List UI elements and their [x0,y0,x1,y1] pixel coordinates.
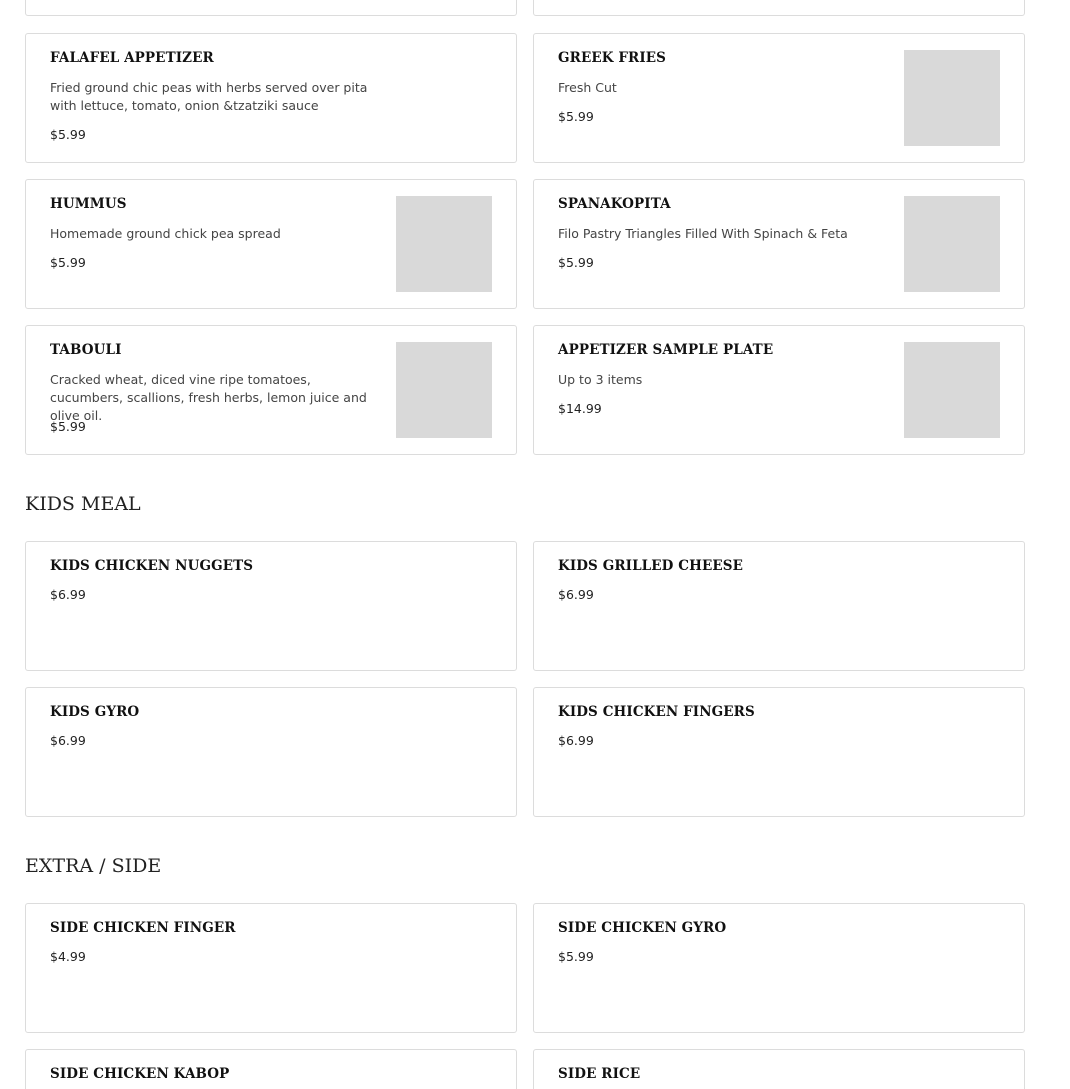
menu-item-description: Filo Pastry Triangles Filled With Spinach & Feta [558,226,848,241]
menu-item-price: $5.99 [558,255,594,270]
menu-item-card[interactable] [533,325,1025,455]
menu-item-name: FALAFEL APPETIZER [50,50,214,66]
menu-item-card[interactable] [25,179,517,309]
menu-item-price: $5.99 [50,127,86,142]
menu-item-name: KIDS GRILLED CHEESE [558,558,743,574]
menu-item-price: $6.99 [558,733,594,748]
menu-item-price: $5.99 [50,419,86,434]
menu-item-description: Up to 3 items [558,372,643,387]
menu-item-card[interactable] [533,541,1025,671]
menu-item-name: KIDS GYRO [50,704,140,720]
menu-item-name: HUMMUS [50,196,127,212]
menu-item-name: KIDS CHICKEN NUGGETS [50,558,254,574]
menu-item-name: SIDE CHICKEN KABOP [50,1066,230,1082]
menu-item-description: Fresh Cut [558,80,617,95]
menu-item-description: Cracked wheat, diced vine ripe tomatoes, cucumbers, scallions, fresh herbs, lemon juice and olive oil. [50,372,367,423]
menu-item-name: APPETIZER SAMPLE PLATE [558,342,774,358]
menu-item-card[interactable] [25,33,517,163]
menu-item-card[interactable] [533,1049,1025,1089]
menu-item-name: SPANAKOPITA [558,196,671,212]
menu-item-description: Homemade ground chick pea spread [50,226,281,241]
menu-item-price: $6.99 [50,587,86,602]
menu-item-price: $5.99 [50,255,86,270]
section-title-extra-side: EXTRA / SIDE [25,855,162,877]
menu-item-card[interactable] [533,0,1025,16]
menu-item-card[interactable] [533,179,1025,309]
menu-item-card[interactable] [25,541,517,671]
menu-item-name: TABOULI [50,342,122,358]
menu-item-card[interactable] [533,903,1025,1033]
menu-item-card[interactable] [25,0,517,16]
menu-item-price: $6.99 [558,587,594,602]
menu-item-card[interactable] [25,325,517,455]
menu-item-price: $5.99 [558,109,594,124]
menu-item-image-placeholder [904,50,1000,146]
menu-item-card[interactable] [25,687,517,817]
menu-item-image-placeholder [904,196,1000,292]
menu-item-description: Fried ground chic peas with herbs served over pita with lettuce, tomato, onion &tzatziki sauce [50,80,368,113]
menu-item-name: GREEK FRIES [558,50,667,66]
menu-item-price: $5.99 [558,949,594,964]
menu-item-price: $4.99 [50,949,86,964]
menu-item-card[interactable] [533,33,1025,163]
menu-item-image-placeholder [396,196,492,292]
menu-item-card[interactable] [25,903,517,1033]
menu-item-card[interactable] [533,687,1025,817]
menu-item-image-placeholder [904,342,1000,438]
menu-item-price: $6.99 [50,733,86,748]
menu-item-image-placeholder [396,342,492,438]
menu-item-name: SIDE CHICKEN GYRO [558,920,727,936]
section-title-kids-meal: KIDS MEAL [25,493,141,515]
menu-item-price: $14.99 [558,401,602,416]
menu-item-name: SIDE CHICKEN FINGER [50,920,236,936]
menu-item-name: SIDE RICE [558,1066,641,1082]
menu-item-name: KIDS CHICKEN FINGERS [558,704,755,720]
menu-item-card[interactable] [25,1049,517,1089]
